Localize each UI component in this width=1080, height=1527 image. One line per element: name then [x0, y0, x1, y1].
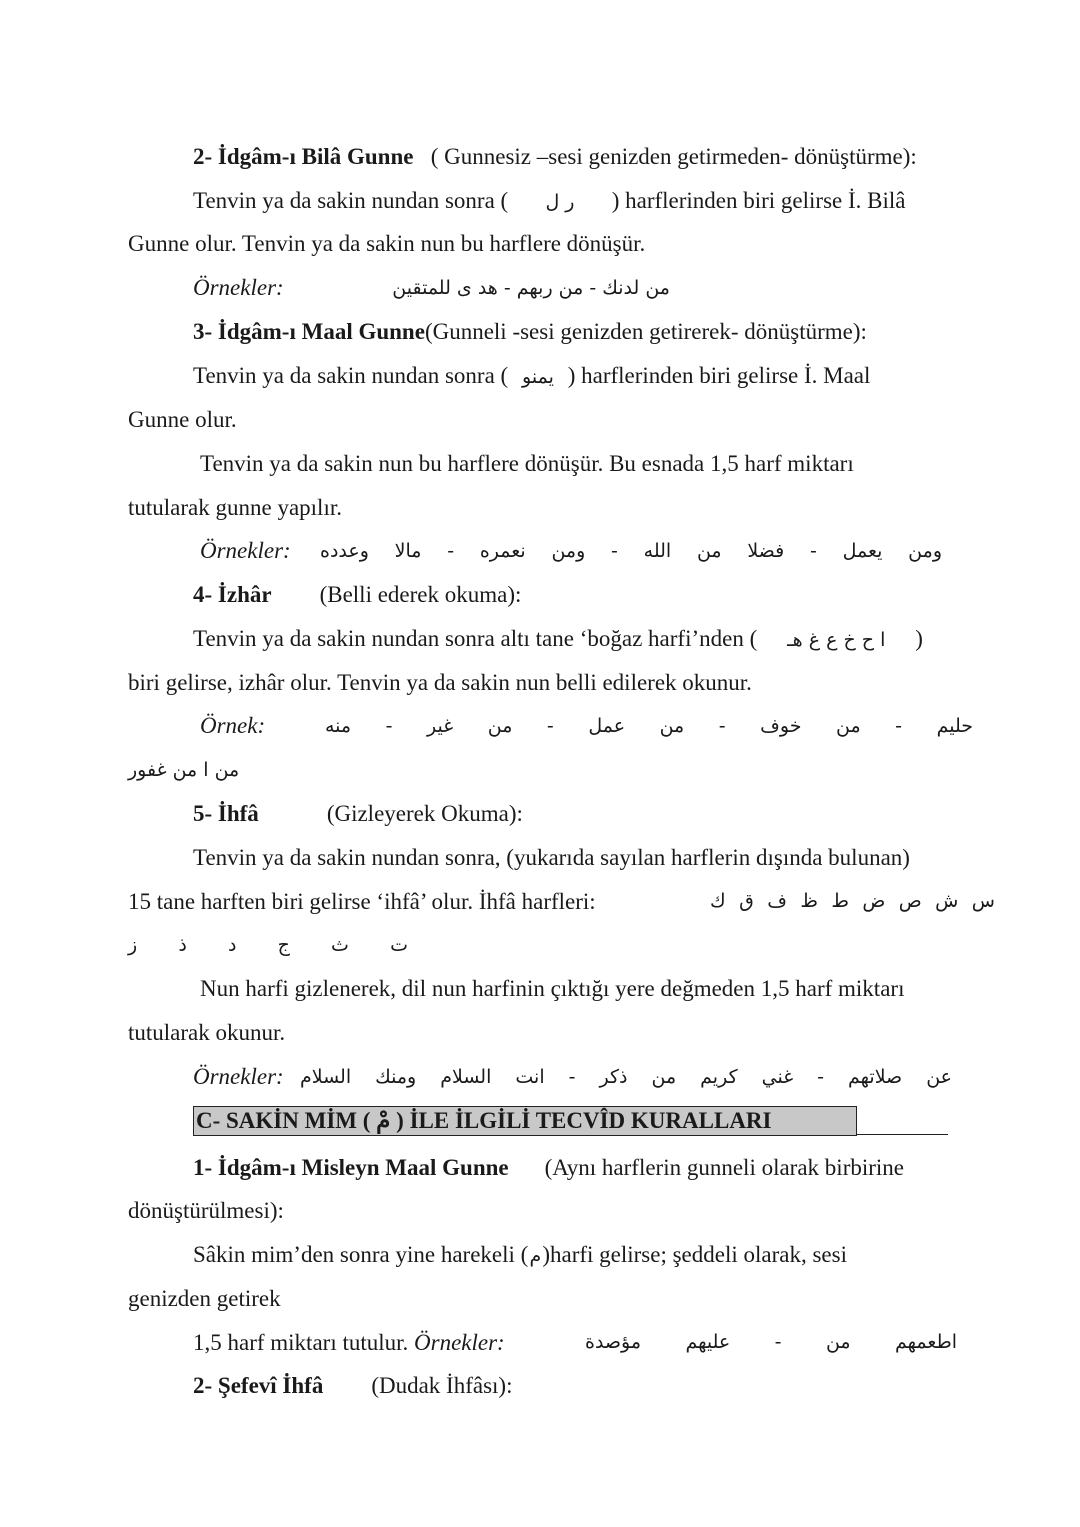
idgam-bila-rule-text: Tenvin ya da sakin nundan sonra (: [193, 188, 509, 213]
section-c-heading: C- SAKİN MİM ( مْ ) İLE İLGİLİ TECVÎD KURALLARI: [193, 1106, 857, 1136]
misleyn-rule-line: [193, 1240, 847, 1271]
sefevi-title: 2- Şefevî İhfâ: [193, 1373, 324, 1398]
misleyn-rule-text: Sâkin mim’den sonra yine harekeli (: [193, 1242, 529, 1267]
izhar-examples-label: Örnek:: [200, 713, 266, 738]
izhar-letters: ا ح خ ع غ هـ: [787, 629, 886, 651]
izhar-heading: [193, 580, 521, 610]
idgam-maal-rule-line: [193, 361, 870, 392]
ihfa-note: Nun harfi gizlenerek, dil nun harfinin çıktığı yere değmeden 1,5 harf miktarı: [200, 976, 905, 1001]
misleyn-note: 1,5 harf miktarı tutulur.: [193, 1330, 409, 1355]
izhar-rule-line: [193, 624, 923, 655]
idgam-maal-result: Gunne olur.: [128, 407, 237, 432]
ihfa-letters-b: ت ث ج د ذ ز: [128, 934, 408, 956]
idgam-bila-examples-label: Örnekler:: [193, 275, 284, 300]
idgam-maal-rule-text: Tenvin ya da sakin nundan sonra (: [193, 363, 509, 388]
idgam-maal-letters: يمنو: [522, 366, 554, 388]
ihfa-rule-line-cont: 15 tane harften biri gelirse ‘ihfâ’ olur. İhfâ harfleri:: [128, 889, 596, 914]
misleyn-letter: م: [529, 1245, 542, 1267]
izhar-examples: حليم - من خوف - من عمل - من غير - منه: [325, 715, 973, 737]
izhar-rule-text-end: ): [915, 626, 923, 651]
ihfa-note-cont: tutularak okunur.: [128, 1020, 286, 1045]
misleyn-desc-cont: dönüştürülmesi):: [128, 1198, 284, 1223]
idgam-maal-examples: ومن يعمل - فضلا من الله - ومن نعمره - مالا وعدده: [320, 540, 942, 562]
idgam-maal-desc: (Gunneli -sesi genizden getirerek- dönüştürme):: [424, 319, 867, 344]
idgam-bila-letters: ر ل: [545, 191, 575, 213]
ihfa-examples: عن صلاتهم - غني كريم من ذكر - انت السلام ومنك السلام: [300, 1066, 952, 1088]
sefevi-heading: [193, 1371, 512, 1401]
ihfa-rule-line: Tenvin ya da sakin nundan sonra, (yukarıda sayılan harflerin dışında bulunan): [193, 845, 910, 870]
ihfa-title: 5- İhfâ: [193, 801, 259, 826]
izhar-examples-cont: من ا من غفور: [128, 759, 240, 781]
ihfa-desc: (Gizleyerek Okuma):: [326, 801, 523, 826]
misleyn-title: 1- İdgâm-ı Misleyn Maal Gunne: [193, 1155, 509, 1180]
idgam-bila-examples: من لدنك - من ربهم - هد ى للمتقين: [392, 277, 670, 299]
misleyn-rule-text-end: )harfi gelirse; şeddeli olarak, sesi: [542, 1242, 847, 1267]
idgam-bila-rule-line: [193, 186, 905, 217]
izhar-result: biri gelirse, izhâr olur. Tenvin ya da sakin nun belli edilerek okunur.: [128, 670, 752, 695]
idgam-bila-desc: ( Gunnesiz –sesi genizden getirmeden- dönüştürme):: [430, 144, 917, 169]
idgam-maal-heading: [193, 317, 867, 347]
idgam-maal-note-cont: tutularak gunne yapılır.: [128, 495, 342, 520]
sefevi-desc: (Dudak İhfâsı):: [371, 1373, 513, 1398]
idgam-maal-note: Tenvin ya da sakin nun bu harflere dönüşür. Bu esnada 1,5 harf miktarı: [200, 451, 854, 476]
misleyn-rule-cont: genizden getirek: [128, 1286, 281, 1311]
idgam-maal-rule-text-end: ) harflerinden biri gelirse İ. Maal: [567, 363, 871, 388]
ihfa-examples-label: Örnekler:: [193, 1064, 284, 1089]
misleyn-note-line: [193, 1328, 505, 1358]
misleyn-examples: اطعمهم من - عليهم مؤصدة: [585, 1331, 957, 1353]
idgam-maal-examples-label: Örnekler:: [200, 538, 291, 563]
section-c-underline: [857, 1134, 948, 1135]
idgam-bila-heading: [193, 142, 917, 172]
ihfa-heading: [193, 799, 523, 829]
idgam-bila-title: 2- İdgâm-ı Bilâ Gunne: [193, 144, 414, 169]
misleyn-examples-label: Örnekler:: [414, 1330, 505, 1355]
idgam-maal-title: 3- İdgâm-ı Maal Gunne: [193, 319, 425, 344]
ihfa-letters-a: س ش ص ض ط ظ ف ق ك: [710, 890, 995, 912]
izhar-title: 4- İzhâr: [193, 582, 272, 607]
izhar-desc: (Belli ederek okuma):: [319, 582, 522, 607]
misleyn-desc: (Aynı harflerin gunneli olarak birbirine: [544, 1155, 904, 1180]
idgam-bila-result: Gunne olur. Tenvin ya da sakin nun bu harflere dönüşür.: [128, 231, 646, 256]
misleyn-heading: [193, 1153, 904, 1183]
izhar-rule-text: Tenvin ya da sakin nundan sonra altı tane ‘boğaz harfi’nden (: [193, 626, 758, 651]
idgam-bila-rule-text-end: ) harflerinden biri gelirse İ. Bilâ: [611, 188, 906, 213]
